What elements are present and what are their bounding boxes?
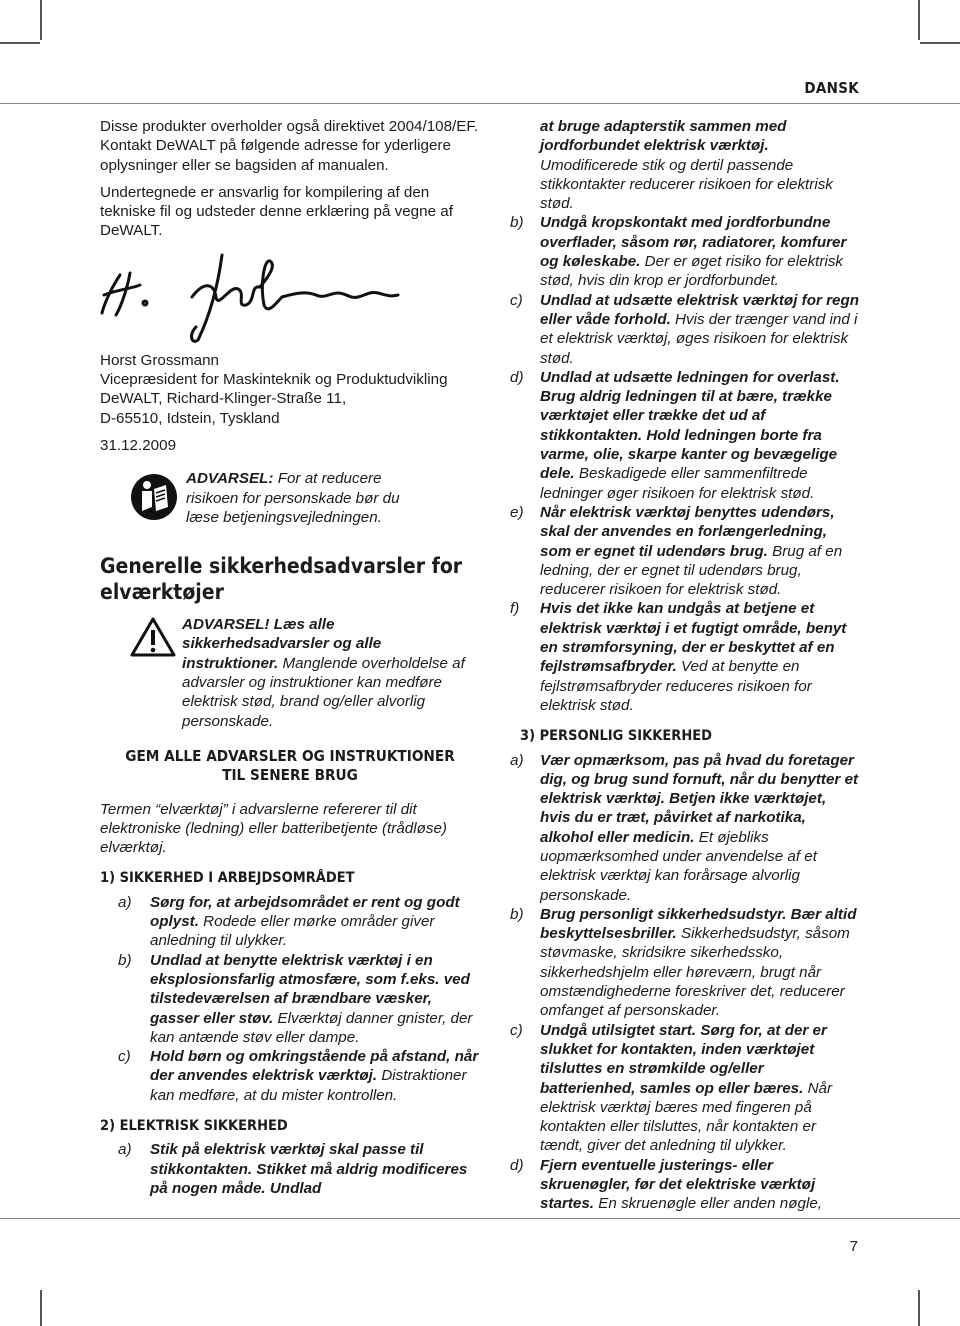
item-text: Der er øget risiko for elektrisk stød, hvis din krop er jordforbundet. <box>540 253 844 290</box>
general-warning <box>100 615 480 731</box>
item-text: Sikkerhedsudstyr, såsom støvmaske, skridsikre sikerhedssko, sikkerhedshjelm eller høreværn, brugt når omstændighederne foreskriver det, reducerer omfanget af personskader. <box>540 925 850 1020</box>
list-item <box>510 291 860 368</box>
item-label: f) <box>510 600 520 618</box>
item-bold: Hold børn og omkringstående på afstand, når der anvendes elektrisk værktøj. <box>150 1048 479 1085</box>
language-header <box>0 79 960 104</box>
read-manual-icon <box>130 473 178 521</box>
item-bold: Brug personligt sikkerhedsudstyr. Bær altid beskyttelsesbriller. <box>540 905 857 943</box>
crop-mark <box>920 42 960 44</box>
section-1-title: 1) SIKKERHED I ARBEJDSOMRÅDET <box>100 870 355 887</box>
item-bold: Undlad at udsætte ledningen for overlast. Brug aldrig ledningen til at bære, trække værktøjet eller trække det ud af stikkontakten. Hold ledningen borte fra varme, olie, skarpe kanter og bevægelige dele. <box>540 368 840 483</box>
notice-label: ADVARSEL: <box>186 470 274 488</box>
list-item <box>510 213 860 290</box>
list-item <box>510 368 860 503</box>
signer-title: Vicepræsident for Maskinteknik og Produktudvikling <box>100 371 448 389</box>
item-text: Brug af en ledning, der er egnet til udendørs brug, reducerer risikoen for elektrisk stød. <box>540 542 843 599</box>
signer-name: Horst Grossmann <box>100 351 220 369</box>
language-label: DANSK <box>804 79 859 97</box>
signature-icon <box>100 245 400 345</box>
keep-instructions-heading <box>100 747 480 786</box>
manual-notice-text <box>186 469 436 527</box>
signer-address-2: D-65510, Idstein, Tyskland <box>100 409 280 427</box>
general-warning-text <box>182 615 472 731</box>
list-item <box>510 905 860 1021</box>
page-number: 7 <box>849 1238 858 1255</box>
keep-line-2: TIL SENERE BRUG <box>222 766 358 785</box>
item-bold: Vær opmærksom, pas på hvad du foretager dig, og brug sund fornuft, når du benytter et elektrisk værktøj. Betjen ikke værktøjet, hvis du er træt, påvirket af narkotika, alkohol eller medicin. <box>540 751 859 846</box>
item-text: Elværktøj danner gnister, der kan antænde støv eller dampe. <box>150 1009 473 1046</box>
item-label: a) <box>118 1141 132 1159</box>
section-2-title: 2) ELEKTRISK SIKKERHED <box>100 1117 288 1134</box>
item-label: b) <box>510 905 524 923</box>
crop-mark <box>0 42 40 44</box>
list-item <box>510 751 860 905</box>
item-text: Ved at benytte en fejlstrømsafbryder reduceres risikoen for elektrisk stød. <box>540 658 812 714</box>
item-text: Hvis der trænger vand ind i et elektrisk værktøj, øges risikoen for elektrisk stød. <box>540 310 858 367</box>
manual-notice <box>100 469 480 527</box>
crop-mark <box>918 1290 920 1326</box>
item-text: Umodificerede stik og dertil passende stikkontakter reducerer risikoen for elektrisk stød. <box>540 156 833 213</box>
crop-mark <box>40 0 42 40</box>
item-text: Distraktioner kan medføre, at du mister kontrollen. <box>150 1067 467 1104</box>
item-bold: at bruge adapterstik sammen med jordforbundet elektrisk værktøj. <box>540 118 787 155</box>
item-bold: Undlad at udsætte elektrisk værktøj for regn eller våde forhold. <box>540 291 860 328</box>
keep-line-1: GEM ALLE ADVARSLER OG INSTRUKTIONER <box>125 746 455 765</box>
item-text: Når elektrisk værktøj bæres med fingeren på kontakten eller tilsluttes, når kontakten er tændt, giver det anledning til ulykker. <box>540 1079 833 1155</box>
item-text: Beskadigede eller sammenfiltrede ledninger øger risikoen for elektrisk stød. <box>540 465 815 502</box>
list-item <box>510 599 860 715</box>
item-label: b) <box>118 951 132 969</box>
section-heading: Generelle sikkerhedsadvarsler for elværktøjer <box>100 554 463 605</box>
item-label: e) <box>510 503 524 521</box>
item-label: a) <box>118 893 132 911</box>
list-item <box>100 951 480 1047</box>
list-item <box>510 1156 860 1214</box>
item-bold: Når elektrisk værktøj benyttes udendørs, skal der anvendes en forlængerledning, som er egnet til udendørs brug. <box>540 503 835 560</box>
list-item <box>100 893 480 951</box>
item-label: c) <box>510 291 523 309</box>
item-label: c) <box>118 1048 131 1066</box>
list-item <box>510 1021 860 1156</box>
list-item <box>100 1047 480 1105</box>
declaration-paragraph: Undertegnede er ansvarlig for kompilering af den tekniske fil og udsteder denne erklæring på vegne af DeWALT. <box>100 183 453 240</box>
crop-mark <box>918 0 920 40</box>
section-3-title: 3) PERSONLIG SIKKERHED <box>520 728 712 745</box>
warning-label: ADVARSEL! Læs alle sikkerhedsadvarsler og alle instruktioner. <box>182 616 382 672</box>
term-paragraph: Termen “elværktøj” i advarslerne refererer til dit elektroniske (ledning) eller batteribetjente (trådløse) elværktøj. <box>100 800 447 857</box>
signer-address-1: DeWALT, Richard-Klinger-Straße 11, <box>100 390 347 408</box>
item-label: d) <box>510 368 524 386</box>
item-bold: Fjern eventuelle justerings- eller skruenøgler, før det elektriske værktøj startes. <box>540 1156 816 1213</box>
signature-date: 31.12.2009 <box>100 436 177 454</box>
item-text: Et øjebliks uopmærksomhed under anvendelse af et elektrisk værktøj kan forårsage alvorlig personskade. <box>540 828 817 904</box>
crop-mark <box>40 1290 42 1326</box>
item-bold: Undgå kropskontakt med jordforbundne overflader, såsom rør, radiatorer, komfurer og køleskabe. <box>540 214 847 271</box>
warning-triangle-icon <box>130 617 176 657</box>
item-label: c) <box>510 1021 523 1039</box>
warning-body: Manglende overholdelse af advarsler og instruktioner kan medføre elektrisk stød, brand og/eller alvorlig personskade. <box>182 654 465 730</box>
list-item <box>100 1140 480 1198</box>
item-text: En skruenøgle eller anden nøgle, <box>594 1195 822 1213</box>
footer-rule <box>0 1218 960 1219</box>
item-label: a) <box>510 751 524 769</box>
list-item-continued <box>510 117 860 213</box>
item-bold: Stik på elektrisk værktøj skal passe til stikkontakten. Stikket må aldrig modificeres på nogen måde. Undlad <box>150 1141 468 1197</box>
item-bold: Hvis det ikke kan undgås at betjene et elektrisk værktøj i et fugtigt område, benyt en strømforsyning, der er beskyttet af en fejlstrømsafbryder. <box>540 600 847 676</box>
notice-body: For at reducere risikoen for personskade bør du læse betjeningsvejledningen. <box>186 470 400 526</box>
item-text: Rodede eller mørke områder giver anledning til ulykker. <box>150 913 435 950</box>
item-label: b) <box>510 214 524 232</box>
left-column <box>100 117 480 1198</box>
item-bold: Undgå utilsigtet start. Sørg for, at der er slukket for kontakten, inden værktøjet tilsluttes en strømkilde og/eller batterienhed, samles op eller bæres. <box>540 1021 827 1097</box>
directive-paragraph: Disse produkter overholder også direktivet 2004/108/EF. Kontakt DeWALT på følgende adresse for yderligere oplysninger eller se bagsiden af manualen. <box>100 118 479 174</box>
item-label: d) <box>510 1156 524 1174</box>
right-column <box>510 117 860 1214</box>
list-item <box>510 503 860 599</box>
signature-image <box>100 245 480 345</box>
item-bold: Undlad at benytte elektrisk værktøj i en eksplosionsfarlig atmosfære, som f.eks. ved tilstedeværelsen af brændbare væsker, gasser eller støv. <box>150 951 470 1027</box>
item-bold: Sørg for, at arbejdsområdet er rent og godt oplyst. <box>150 893 460 931</box>
